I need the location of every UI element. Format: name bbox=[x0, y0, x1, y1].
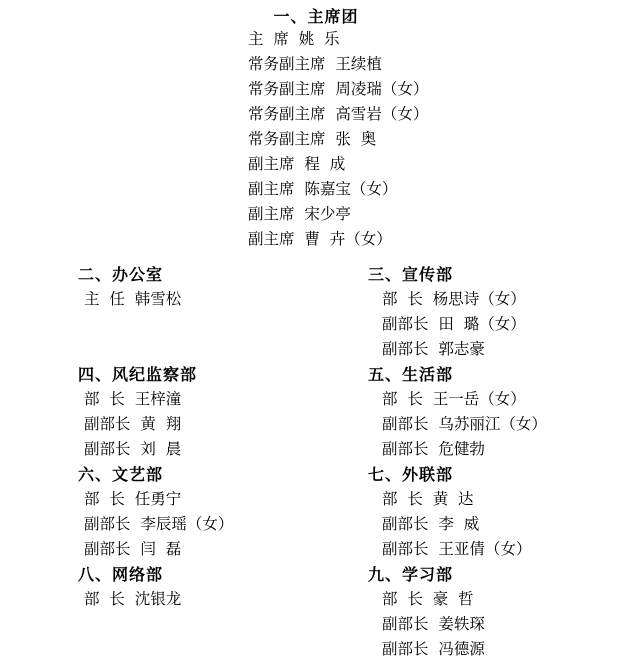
entry-presidium-6: 副主席 程 成 bbox=[248, 155, 346, 173]
entry-arts-1: 部 长 任勇宁 bbox=[84, 490, 182, 508]
left-spacer-2 bbox=[78, 337, 316, 362]
section-title-office: 二、办公室 bbox=[78, 265, 164, 284]
entry-presidium-5: 常务副主席 张 奥 bbox=[248, 130, 377, 148]
entry-study-3: 副部长 冯德源 bbox=[382, 640, 485, 658]
two-column-body bbox=[0, 262, 632, 662]
entry-publicity-3: 副部长 郭志豪 bbox=[382, 340, 485, 358]
section-publicity bbox=[368, 262, 632, 362]
entry-discipline-2: 副部长 黄 翔 bbox=[84, 415, 182, 433]
entry-life-2: 副部长 乌苏丽江（女） bbox=[382, 415, 547, 433]
entry-office-1: 主 任 韩雪松 bbox=[84, 290, 182, 308]
entry-arts-3: 副部长 闫 磊 bbox=[84, 540, 182, 558]
entry-liaison-2: 副部长 李 威 bbox=[382, 515, 480, 533]
entry-life-3: 副部长 危健勃 bbox=[382, 440, 485, 458]
entry-publicity-1: 部 长 杨思诗（女） bbox=[382, 290, 526, 308]
section-title-network: 八、网络部 bbox=[78, 565, 164, 584]
entry-presidium-2: 常务副主席 王续植 bbox=[248, 55, 382, 73]
entry-life-1: 部 长 王一岳（女） bbox=[382, 390, 526, 408]
section-arts bbox=[78, 462, 316, 562]
entry-presidium-9: 副主席 曹 卉（女） bbox=[248, 230, 392, 248]
entry-presidium-3: 常务副主席 周凌瑞（女） bbox=[248, 80, 429, 98]
section-life bbox=[368, 362, 632, 462]
section-presidium bbox=[0, 0, 632, 252]
entry-study-1: 部 长 豪 哲 bbox=[382, 590, 474, 608]
section-title-life: 五、生活部 bbox=[368, 365, 454, 384]
section-liaison bbox=[368, 462, 632, 562]
section-discipline bbox=[78, 362, 316, 462]
section-title-publicity: 三、宣传部 bbox=[368, 265, 454, 284]
entry-discipline-1: 部 长 王梓潼 bbox=[84, 390, 182, 408]
entry-liaison-1: 部 长 黄 达 bbox=[382, 490, 474, 508]
section-title-presidium: 一、主席团 bbox=[273, 7, 359, 26]
entry-publicity-2: 副部长 田 璐（女） bbox=[382, 315, 526, 333]
section-title-study: 九、学习部 bbox=[368, 565, 454, 584]
entry-arts-2: 副部长 李辰瑶（女） bbox=[84, 515, 234, 533]
entry-discipline-3: 副部长 刘 晨 bbox=[84, 440, 182, 458]
section-title-arts: 六、文艺部 bbox=[78, 465, 164, 484]
section-office bbox=[78, 262, 316, 312]
entry-study-2: 副部长 姜轶琛 bbox=[382, 615, 485, 633]
left-spacer-1 bbox=[78, 312, 316, 337]
section-network bbox=[78, 562, 316, 612]
right-column bbox=[316, 262, 632, 662]
entry-presidium-8: 副主席 宋少亭 bbox=[248, 205, 351, 223]
entry-network-1: 部 长 沈银龙 bbox=[84, 590, 182, 608]
entry-liaison-3: 副部长 王亚倩（女） bbox=[382, 540, 532, 558]
entry-presidium-7: 副主席 陈嘉宝（女） bbox=[248, 180, 398, 198]
entry-presidium-4: 常务副主席 高雪岩（女） bbox=[248, 105, 429, 123]
entry-presidium-1: 主 席 姚 乐 bbox=[248, 30, 340, 48]
section-study bbox=[368, 562, 632, 662]
section-title-discipline: 四、风纪监察部 bbox=[78, 365, 198, 384]
left-column bbox=[0, 262, 316, 662]
section-title-liaison: 七、外联部 bbox=[368, 465, 454, 484]
